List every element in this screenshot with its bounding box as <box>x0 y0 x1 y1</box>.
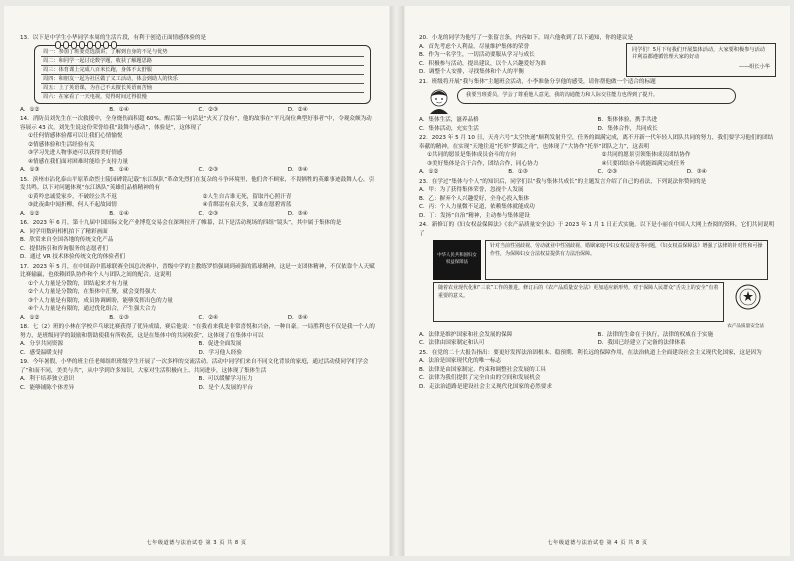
diary-row: 周五：上了英语课，为自己不太擅长英语而苦恼 <box>41 84 364 93</box>
question-stem: 25．在党的二十大报告指出：要更好发挥法治固根本、稳预期、利长远的保障作用，在法治轨道上全面建设社会主义现代化国家，这是因为 <box>419 349 762 356</box>
binder-rings <box>55 41 117 49</box>
question-stem: 18．七（2）班的小林在学校乒乓球比赛获得了优异成绩，赛后他说：“在我看来我是非常喜悦和兴奋，一种自豪。一局胜利也不仅是我一个人的努力，是班级同学的鼓励和帮助使我有所收获，这是在集体中的共同收获”，这体现了在集体中可以 <box>20 324 375 339</box>
option-c[interactable]: C．②③ <box>597 169 618 175</box>
option-c[interactable]: C．集体活动，充实生活 <box>419 125 479 132</box>
question-20 <box>419 34 776 77</box>
question-19 <box>20 358 377 392</box>
option-a[interactable]: A．利于培养独立意识 <box>20 376 75 383</box>
question-25 <box>419 349 776 392</box>
option-c[interactable]: C．②③ <box>198 210 219 217</box>
option-a[interactable]: A．法治是国家现代化的唯一标志 <box>419 358 502 365</box>
question-stem: 20．小龙的同学为他写了一张留言条，内容如下。周六他收到了以下通知，你的建议是 <box>419 35 634 41</box>
option-d[interactable]: D．③④ <box>287 314 308 321</box>
question-16 <box>20 219 377 262</box>
question-stem: 23．在学过“集体与个人”的知识后，同学们以“我与集体共成长”的主题发言介绍了自己的看法，下列说法你赞同的是 <box>419 178 707 185</box>
option-c[interactable]: C．②③ <box>198 106 219 113</box>
answer-options <box>20 166 377 175</box>
statement-list <box>20 132 377 166</box>
statement: ②个人力量是分散的，在集体中汇聚，就会变得强大 <box>28 289 157 296</box>
notice-note <box>626 43 776 77</box>
option-d[interactable]: D．我国已经建立了完备的法律体系 <box>597 340 686 347</box>
statement-list <box>20 193 377 210</box>
option-b[interactable]: B．法律是由国家制定、约束和调整社会发展的工具 <box>419 366 546 373</box>
diary-row: 周六：在家看了一天电视，觉得时间过得很慢 <box>43 93 147 100</box>
option-c[interactable]: C．法律为我们提供了完全自由的空间和发展机会 <box>419 375 541 382</box>
option-b[interactable]: B．可以缓解学习压力 <box>198 376 253 383</box>
answer-options <box>20 106 377 115</box>
law-panels-row-2 <box>433 282 768 322</box>
notice-text: 同学们！5月下旬我们开展集体活动，大家要积极参与活动并利益都遵循管理大家的好动 <box>632 46 765 61</box>
statement: ②共同的愿景引领集体成员团结协作 <box>601 152 691 158</box>
answer-options <box>419 186 776 220</box>
page-footer: 七年级道德与法治试卷 第 4 页 共 8 页 <box>547 540 648 547</box>
diary-row: 周三：体育课上完成八百米长跑，身体不太舒服 <box>41 66 364 75</box>
statement: ③美好集体是合于合作，团结合作，同心协力 <box>427 160 539 167</box>
option-b[interactable]: B．欣赏来自全国各地的传统文化产品 <box>20 237 114 244</box>
diary-row: 周四：和朋友一起为社区做了义工活动，体会到助人的快乐 <box>41 75 364 84</box>
option-a[interactable]: A．法律是维护国家和社会发展的保障 <box>419 331 513 338</box>
statement: ④个人力量是有限的，通过优化组合，产生强大合力 <box>28 306 157 313</box>
option-d[interactable]: D．②④ <box>287 106 308 113</box>
question-15 <box>20 176 377 219</box>
option-c[interactable]: C．法律由国家制定和认可 <box>419 340 485 347</box>
answer-options <box>20 210 377 219</box>
answer-options <box>20 228 377 262</box>
question-stem: 14．消防员刘先生在一次救援中，全身烧伤面积超 60%。醒后第一句话是“火灭了没有”，他的故事在“平凡岗位典型好事者”中，令观众颇为动容展示 43 次。刘先生说这份荣誉给我“鼓舞与感动”，体验是”，这体现了 <box>20 116 372 131</box>
option-b[interactable]: B．作为一名学生，一切活动要服从学习与成长 <box>419 52 535 58</box>
statement: ③学习先进人物事迹可以获得美好情感 <box>28 150 123 157</box>
emblem-graphic <box>731 283 765 321</box>
option-c[interactable]: C．②④ <box>198 314 219 321</box>
option-a[interactable]: A．①② <box>419 169 439 175</box>
option-b[interactable]: B．①③ <box>109 314 129 321</box>
option-d[interactable]: D．调整个人安排，寻找集体和个人的平衡 <box>419 69 524 75</box>
statement-list <box>419 151 776 168</box>
option-d[interactable]: D．丁：发扬“自治”精神，主动参与集体建设 <box>419 212 530 219</box>
statement: ①共同的愿景是集体成员奋斗的方向 <box>427 152 516 158</box>
question-body <box>419 43 776 77</box>
option-b[interactable]: B．①④ <box>109 167 129 174</box>
exam-page-3 <box>4 6 389 556</box>
answer-options <box>20 340 377 357</box>
option-a[interactable]: A．甲：为了获得集体荣誉，忽视个人发展 <box>419 187 524 193</box>
law-panel-text: 随着农业现代化和“三农”工作的推进，修订后的《农产品质量安全法》更加适应新形势，对于保障人民群众“舌尖上的安全”有着重要的意义。 <box>433 282 724 322</box>
option-b[interactable]: B．①④ <box>109 106 129 113</box>
option-c[interactable]: C．提供指引和咨询服务的志愿者们 <box>20 245 108 252</box>
question-18 <box>20 323 377 357</box>
student-avatar-icon <box>427 88 451 114</box>
question-stem: 16．2023 年 6 月，第十九届中国国际文化产业博览交易会在深圳拉开了帷幕，以下是活动现场的四组“镜头”，其中属于集体的是 <box>20 220 342 227</box>
answer-options <box>20 375 377 392</box>
option-d[interactable]: D．③④ <box>686 169 707 175</box>
law-book-cover: 中华人民共和国妇女权益保障法 <box>433 240 481 280</box>
statement: ②人生自古谁无死，留取丹心照汗青 <box>202 193 292 200</box>
answer-options <box>20 314 377 323</box>
answer-options <box>419 43 626 77</box>
statement: ①任何情感体验都可以让我们心情愉悦 <box>28 133 123 140</box>
option-a[interactable]: A．首先考虑个人利益，尽量维护集体的荣誉 <box>419 43 530 50</box>
exam-page-4 <box>405 6 790 556</box>
answer-options <box>419 168 776 177</box>
statement: ④情感在我们面对困难时能给予支持力量 <box>28 158 129 165</box>
question-stem: 15．滨州市沾化泰山平原革命烈士陵园碑铭记载“东江纵队”革命先烈们在复杂的斗争环境里，他们舍不顾家，不畏牺牲的英雄事迹鼓舞人心，引发共鸣。以下对问题体现“东江纵队”英雄们品格精神的有 <box>20 176 375 192</box>
option-c[interactable]: C．能够铺陈个体差异 <box>20 384 75 391</box>
statement: ①个人力量是分散的，团结起来才有力量 <box>28 280 129 287</box>
option-d[interactable]: D．③④ <box>287 167 308 174</box>
option-a[interactable]: A．①② <box>20 314 40 321</box>
emblem-caption: 农产品质量安全法 <box>727 324 764 329</box>
answer-options <box>419 116 776 133</box>
option-a[interactable]: A．①② <box>20 210 40 217</box>
option-c[interactable]: C．积极参与活动，提出建议，以个人兴趣爱好为准 <box>419 60 546 67</box>
diary-row: 周二：和同学一起讨论数学题，收获了解题思路 <box>41 57 364 66</box>
option-b[interactable]: B．①④ <box>109 210 129 217</box>
option-c[interactable]: C．②③ <box>198 167 219 174</box>
option-c[interactable]: C．感受温暖支持 <box>20 349 64 356</box>
question-stem: 21．班级将开展“我与集体”主题班会活动，小李准备分享他的感受，请你帮他做一个适合的标题 <box>419 78 656 85</box>
answer-options <box>419 357 776 391</box>
statement-list <box>20 280 377 314</box>
speech-callout <box>427 88 776 114</box>
option-c[interactable]: C．丙：个人力量微不足道，依赖集体就能成功 <box>419 204 535 210</box>
question-stem: 17．2023 年 5 月，在中国高中篮球联赛全国总决赛中，晋级中学的主教练罗恰强调到顽强的篮球精神，这是一支团体精神，不仅依靠个人天赋比赛输赢，也依赖团队协作和个人与团队之间的配合。这说明 <box>20 263 375 279</box>
question-21 <box>419 78 776 134</box>
statement: ④肯绑雷有泉天多，叉谁在愿碧霄蓝 <box>202 202 292 209</box>
option-d[interactable]: D．③④ <box>287 210 308 217</box>
question-24 <box>419 221 776 348</box>
option-b[interactable]: B．集体体验，携手共进 <box>597 117 658 123</box>
question-stem: 24．新修订的《妇女权益保障法》《农产品质量安全法》于 2023 年 1 月 1 日正式实施。以下是小丽在中国人大网上查阅的资料，它们共同说明了 <box>419 222 775 237</box>
option-b[interactable]: B．乙：摒弃个人兴趣爱好，全身心投入集体 <box>419 195 530 202</box>
option-a[interactable]: A．①② <box>20 106 40 113</box>
question-stem: 19．今年暑假，小华的班主任老师组织班级学生开展了一次多样的交流活动。活动中同学们来自不同文化背景的家庭，通过活动使同学们学会了“和而不同，美美与共”，从中学到许多知识，大家对生活积极向上、共同进步，这体现了集体生活 <box>20 359 369 374</box>
question-14 <box>20 115 377 175</box>
option-d[interactable]: D．通过 VR 技术体验传统文化的体验者们 <box>20 254 126 261</box>
option-a[interactable]: A．集体生活，滋养品格 <box>419 117 479 123</box>
statement: ②情感体验和生活经验有关 <box>28 141 95 148</box>
statement: ③个人力量是有限的，成员协调顾盼，能够发挥出色的力量 <box>28 297 173 304</box>
option-d[interactable]: D．集体合作，共同成长 <box>597 125 658 132</box>
diary-box <box>34 45 371 104</box>
option-a[interactable]: A．同学用数码相机拍下了精彩画面 <box>20 228 108 235</box>
book-gutter <box>390 6 404 556</box>
option-b[interactable]: B．①③ <box>508 169 528 175</box>
diary-row: 周一：参加了班委竞选演讲，了解到自身的不足与优势 <box>41 48 364 57</box>
option-b[interactable]: B．法律的生命在于执行，法律的权威在于实施 <box>597 331 714 338</box>
question-13 <box>20 34 377 114</box>
national-emblem-icon <box>728 282 768 322</box>
statement: ①黄吟忠诚爱家乡，不破经公共不返 <box>28 193 117 200</box>
speech-bubble: 我要当班委员，学会了尊重他人意见，我的沟通能力和人际交往能力也得到了提升。 <box>457 88 736 104</box>
question-stem: 13．以下是中学生小华同学本周的生活片段，有利于创造正面情感体验的是 <box>20 35 207 41</box>
law-panels-row-1 <box>433 240 768 280</box>
question-17 <box>20 263 377 323</box>
law-panel-text: 针对当前性别歧视、劳动就业中性别歧视、婚姻家庭中妇女权益侵害等问题，《妇女权益保障法》增强了法律的针对性和可操作性，为保障妇女合法权益提供有力法治保障。 <box>485 240 768 280</box>
option-a[interactable]: A．①③ <box>20 167 40 174</box>
option-a[interactable]: A．分享共同资源 <box>20 341 63 348</box>
option-d[interactable]: D．是个人发展的平台 <box>198 384 254 391</box>
option-d[interactable]: D．走法治道路是建设社会主义现代化国家的必然要求 <box>419 383 552 390</box>
page-footer: 七年级道德与法治试卷 第 3 页 共 8 页 <box>146 540 247 547</box>
question-23 <box>419 178 776 221</box>
question-stem: 22．2023 年 5 月 10 日，天舟六号“太空快递”顺利发射升空，任务的圆满完成，离不开新一代年轻人团队共同的努力，我们要学习他们的团结奉献的精神，在实现“天地往返”托举“梦圆之舟”，也体现了“大协作”托举“团队之力”，这表明 <box>419 135 774 150</box>
notice-signature: ——组长小华 <box>738 64 770 71</box>
answer-options <box>419 331 776 348</box>
option-d[interactable]: D．学习他人经验 <box>198 349 242 356</box>
question-22 <box>419 134 776 177</box>
statement: ④只要团结奋斗就能圆满完成任务 <box>601 160 685 167</box>
option-b[interactable]: B．促进全面发展 <box>198 341 242 348</box>
statement: ③此夜曲中闻折柳，何人不起故园情 <box>28 202 117 209</box>
